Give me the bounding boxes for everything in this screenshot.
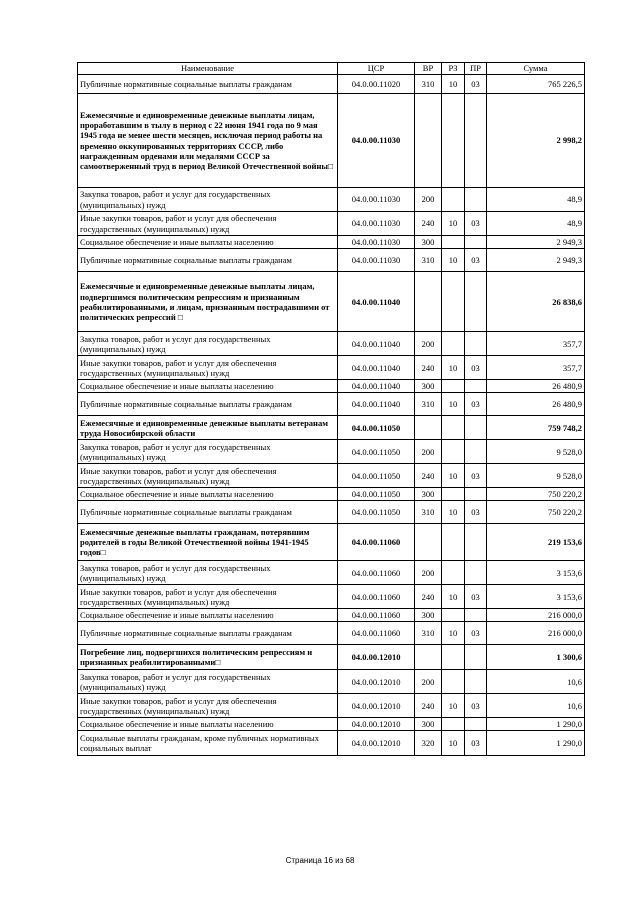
table-row [78, 488, 585, 501]
cell-name: Социальное обеспечение и иные выплаты населению [78, 488, 338, 501]
cell-name: Ежемесячные и единовременные денежные выплаты лицам, проработавшим в тылу в период с 22 июня 1941 года по 9 мая 1945 года не менее шести месяцев, исключая период работы на временно оккупированных территориях СССР, либо награжденным орденами или медалями СССР за самоотверженный труд в период Великой Отечественной войны□ [78, 94, 338, 188]
cell-sum: 3 153,6 [487, 585, 585, 609]
cell-csr: 04.0.00.11050 [338, 416, 415, 440]
cell-pr: 03 [465, 731, 487, 756]
table-row [78, 440, 585, 464]
cell-pr [465, 416, 487, 440]
cell-vr: 200 [415, 561, 442, 585]
cell-sum: 750 220,2 [487, 488, 585, 501]
cell-csr: 04.0.00.12010 [338, 670, 415, 694]
table-row [78, 236, 585, 249]
cell-rz [442, 94, 465, 188]
cell-name: Закупка товаров, работ и услуг для государственных (муниципальных) нужд [78, 670, 338, 694]
cell-vr: 200 [415, 440, 442, 464]
cell-sum: 750 220,2 [487, 501, 585, 524]
cell-vr: 300 [415, 236, 442, 249]
cell-pr [465, 718, 487, 731]
cell-name: Ежемесячные и единовременные денежные выплаты лицам, подвергшимся политическим репрессиям и признанным реабилитированными, и лицам, признанным пострадавшими от политических репрессий □ [78, 272, 338, 332]
cell-name: Публичные нормативные социальные выплаты гражданам [78, 249, 338, 272]
cell-name: Иные закупки товаров, работ и услуг для обеспечения государственных (муниципальных) нужд [78, 694, 338, 718]
cell-csr: 04.0.00.11060 [338, 585, 415, 609]
cell-vr: 240 [415, 694, 442, 718]
cell-pr: 03 [465, 212, 487, 236]
cell-vr: 300 [415, 488, 442, 501]
cell-rz: 10 [442, 356, 465, 380]
cell-name: Погребение лиц, подвергшихся политическим репрессиям и признанных реабилитированными□ [78, 645, 338, 670]
table-row [78, 670, 585, 694]
cell-rz: 10 [442, 249, 465, 272]
cell-pr [465, 645, 487, 670]
cell-vr [415, 416, 442, 440]
cell-name: Публичные нормативные социальные выплаты гражданам [78, 622, 338, 645]
table-row [78, 393, 585, 416]
table-row [78, 75, 585, 94]
table-row [78, 694, 585, 718]
cell-vr: 300 [415, 718, 442, 731]
table-row [78, 501, 585, 524]
cell-vr: 240 [415, 212, 442, 236]
cell-name: Закупка товаров, работ и услуг для государственных (муниципальных) нужд [78, 332, 338, 356]
cell-sum: 10,6 [487, 694, 585, 718]
cell-vr: 310 [415, 393, 442, 416]
cell-sum: 1 300,6 [487, 645, 585, 670]
cell-pr: 03 [465, 585, 487, 609]
cell-pr: 03 [465, 464, 487, 488]
cell-name: Социальное обеспечение и иные выплаты населению [78, 236, 338, 249]
cell-name: Иные закупки товаров, работ и услуг для обеспечения государственных (муниципальных) нужд [78, 464, 338, 488]
table-row [78, 718, 585, 731]
cell-vr: 310 [415, 75, 442, 94]
table-row [78, 380, 585, 393]
table-row-section [78, 645, 585, 670]
cell-sum: 219 153,6 [487, 524, 585, 561]
table-body [78, 75, 585, 756]
table-row [78, 212, 585, 236]
cell-pr: 03 [465, 694, 487, 718]
cell-rz: 10 [442, 501, 465, 524]
cell-pr: 03 [465, 356, 487, 380]
table-row-section [78, 272, 585, 332]
table-row [78, 356, 585, 380]
cell-csr: 04.0.00.11030 [338, 236, 415, 249]
cell-vr: 240 [415, 464, 442, 488]
cell-pr: 03 [465, 622, 487, 645]
cell-csr: 04.0.00.11040 [338, 332, 415, 356]
cell-name: Закупка товаров, работ и услуг для государственных (муниципальных) нужд [78, 440, 338, 464]
cell-rz: 10 [442, 694, 465, 718]
cell-vr: 320 [415, 731, 442, 756]
cell-pr: 03 [465, 249, 487, 272]
cell-rz [442, 236, 465, 249]
cell-rz [442, 645, 465, 670]
budget-table [77, 62, 585, 756]
cell-rz: 10 [442, 212, 465, 236]
cell-rz [442, 188, 465, 212]
cell-pr [465, 380, 487, 393]
cell-csr: 04.0.00.11030 [338, 94, 415, 188]
cell-pr: 03 [465, 393, 487, 416]
cell-rz [442, 670, 465, 694]
cell-csr: 04.0.00.11050 [338, 464, 415, 488]
cell-name: Закупка товаров, работ и услуг для государственных (муниципальных) нужд [78, 561, 338, 585]
cell-sum: 26 838,6 [487, 272, 585, 332]
cell-vr [415, 524, 442, 561]
header-sum: Сумма [487, 63, 585, 75]
cell-csr: 04.0.00.12010 [338, 718, 415, 731]
cell-rz [442, 718, 465, 731]
cell-sum: 2 949,3 [487, 249, 585, 272]
cell-vr [415, 645, 442, 670]
cell-vr: 240 [415, 585, 442, 609]
cell-sum: 10,6 [487, 670, 585, 694]
cell-csr: 04.0.00.11050 [338, 501, 415, 524]
cell-vr: 200 [415, 670, 442, 694]
cell-vr: 200 [415, 332, 442, 356]
table-row [78, 731, 585, 756]
cell-vr: 310 [415, 501, 442, 524]
cell-rz [442, 488, 465, 501]
cell-sum: 26 480,9 [487, 380, 585, 393]
cell-rz: 10 [442, 622, 465, 645]
cell-rz [442, 380, 465, 393]
cell-rz [442, 416, 465, 440]
cell-pr [465, 488, 487, 501]
table-row-section [78, 94, 585, 188]
cell-csr: 04.0.00.11050 [338, 488, 415, 501]
cell-sum: 48,9 [487, 188, 585, 212]
cell-rz [442, 609, 465, 622]
cell-csr: 04.0.00.11060 [338, 561, 415, 585]
cell-pr: 03 [465, 501, 487, 524]
cell-name: Социальные выплаты гражданам, кроме публичных нормативных социальных выплат [78, 731, 338, 756]
cell-rz [442, 332, 465, 356]
cell-vr: 310 [415, 622, 442, 645]
cell-csr: 04.0.00.11040 [338, 380, 415, 393]
table-row [78, 561, 585, 585]
page-number: Страница 16 из 68 [285, 856, 355, 865]
cell-rz [442, 272, 465, 332]
cell-csr: 04.0.00.11060 [338, 622, 415, 645]
cell-rz: 10 [442, 393, 465, 416]
cell-pr [465, 94, 487, 188]
cell-sum: 48,9 [487, 212, 585, 236]
header-rz: РЗ [442, 63, 465, 75]
cell-csr: 04.0.00.11030 [338, 249, 415, 272]
cell-pr [465, 609, 487, 622]
table-row [78, 609, 585, 622]
cell-csr: 04.0.00.11060 [338, 524, 415, 561]
cell-sum: 2 949,3 [487, 236, 585, 249]
table-row [78, 188, 585, 212]
cell-sum: 357,7 [487, 332, 585, 356]
cell-sum: 216 000,0 [487, 609, 585, 622]
cell-pr: 03 [465, 75, 487, 94]
cell-name: Иные закупки товаров, работ и услуг для обеспечения государственных (муниципальных) нужд [78, 585, 338, 609]
cell-name: Социальное обеспечение и иные выплаты населению [78, 609, 338, 622]
cell-vr: 200 [415, 188, 442, 212]
cell-sum: 357,7 [487, 356, 585, 380]
cell-csr: 04.0.00.12010 [338, 645, 415, 670]
cell-vr: 300 [415, 380, 442, 393]
cell-pr [465, 188, 487, 212]
cell-sum: 216 000,0 [487, 622, 585, 645]
cell-sum: 9 528,0 [487, 440, 585, 464]
cell-sum: 26 480,9 [487, 393, 585, 416]
cell-vr: 240 [415, 356, 442, 380]
cell-pr [465, 440, 487, 464]
cell-sum: 9 528,0 [487, 464, 585, 488]
cell-rz: 10 [442, 731, 465, 756]
header-name: Наименование [78, 63, 338, 75]
table-row-section [78, 416, 585, 440]
cell-rz: 10 [442, 75, 465, 94]
header-csr: ЦСР [338, 63, 415, 75]
cell-name: Публичные нормативные социальные выплаты гражданам [78, 75, 338, 94]
cell-name: Публичные нормативные социальные выплаты гражданам [78, 501, 338, 524]
cell-pr [465, 236, 487, 249]
cell-csr: 04.0.00.12010 [338, 731, 415, 756]
cell-rz [442, 524, 465, 561]
cell-name: Социальное обеспечение и иные выплаты населению [78, 718, 338, 731]
cell-csr: 04.0.00.11030 [338, 188, 415, 212]
table-row [78, 622, 585, 645]
cell-name: Социальное обеспечение и иные выплаты населению [78, 380, 338, 393]
header-pr: ПР [465, 63, 487, 75]
cell-pr [465, 670, 487, 694]
header-vr: ВР [415, 63, 442, 75]
cell-csr: 04.0.00.11020 [338, 75, 415, 94]
cell-name: Ежемесячные и единовременные денежные выплаты ветеранам труда Новосибирской области [78, 416, 338, 440]
cell-sum: 2 998,2 [487, 94, 585, 188]
cell-rz [442, 440, 465, 464]
cell-csr: 04.0.00.11050 [338, 440, 415, 464]
cell-pr [465, 524, 487, 561]
cell-rz [442, 561, 465, 585]
cell-csr: 04.0.00.11040 [338, 393, 415, 416]
cell-pr [465, 561, 487, 585]
cell-name: Иные закупки товаров, работ и услуг для обеспечения государственных (муниципальных) нужд [78, 212, 338, 236]
cell-sum: 3 153,6 [487, 561, 585, 585]
cell-name: Закупка товаров, работ и услуг для государственных (муниципальных) нужд [78, 188, 338, 212]
cell-sum: 1 290,0 [487, 718, 585, 731]
cell-pr [465, 332, 487, 356]
cell-sum: 759 748,2 [487, 416, 585, 440]
table-row [78, 332, 585, 356]
table-row [78, 585, 585, 609]
table-header-row [78, 63, 585, 75]
cell-sum: 765 226,5 [487, 75, 585, 94]
budget-table-container [77, 62, 584, 756]
table-row [78, 249, 585, 272]
cell-name: Публичные нормативные социальные выплаты гражданам [78, 393, 338, 416]
cell-vr [415, 272, 442, 332]
table-row [78, 464, 585, 488]
cell-vr: 300 [415, 609, 442, 622]
cell-vr [415, 94, 442, 188]
cell-csr: 04.0.00.12010 [338, 694, 415, 718]
cell-csr: 04.0.00.11030 [338, 212, 415, 236]
cell-vr: 310 [415, 249, 442, 272]
cell-csr: 04.0.00.11040 [338, 272, 415, 332]
cell-sum: 1 290,0 [487, 731, 585, 756]
cell-pr [465, 272, 487, 332]
cell-name: Иные закупки товаров, работ и услуг для обеспечения государственных (муниципальных) нужд [78, 356, 338, 380]
cell-name: Ежемесячные денежные выплаты гражданам, потерявшим родителей в годы Великой Отечественной войны 1941-1945 годов□ [78, 524, 338, 561]
cell-csr: 04.0.00.11060 [338, 609, 415, 622]
cell-rz: 10 [442, 585, 465, 609]
cell-csr: 04.0.00.11040 [338, 356, 415, 380]
cell-rz: 10 [442, 464, 465, 488]
table-row-section [78, 524, 585, 561]
